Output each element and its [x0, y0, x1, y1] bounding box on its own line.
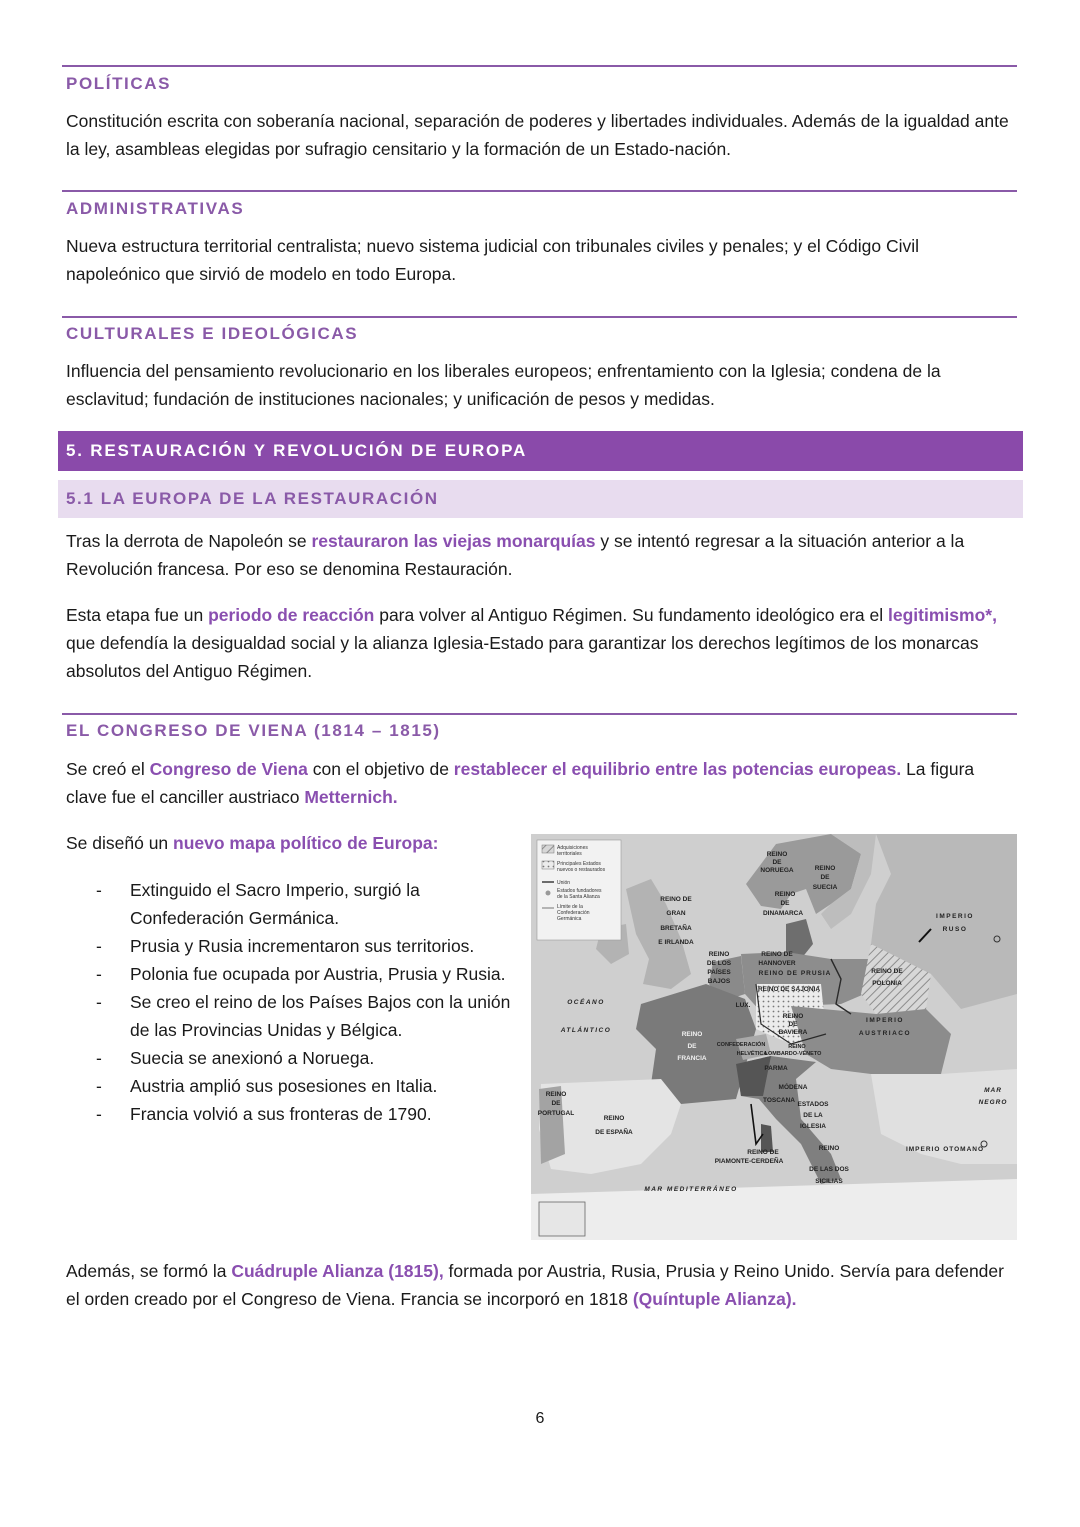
list-item-text: Prusia y Rusia incrementaron sus territorios. — [130, 936, 475, 956]
highlight-text: legitimismo*, — [888, 605, 997, 625]
map-label: MAR — [984, 1087, 1002, 1094]
list-item — [66, 1072, 526, 1100]
map-label: RUSO — [942, 926, 968, 933]
section-divider — [62, 713, 1017, 715]
section-title-administrativas: ADMINISTRATIVAS — [66, 199, 245, 218]
map-legend — [537, 840, 621, 940]
subchapter-title: 5.1 LA EUROPA DE LA RESTAURACIÓN — [66, 489, 439, 508]
map-label: LUX. — [735, 1002, 751, 1009]
map-label: DE — [820, 874, 830, 881]
text-run: y se intentó regresar a la situación anterior a la Revolución francesa. Por eso se denomina Restauración. — [66, 531, 965, 579]
list-item-text: Extinguido el Sacro Imperio, surgió la Confederación Germánica. — [130, 880, 420, 928]
svg-text:Germánica: Germánica — [557, 916, 582, 922]
map-label: IMPERIO — [936, 913, 974, 920]
restauracion-paragraph-1 — [66, 527, 1016, 583]
map-label: REINO DE — [747, 1149, 779, 1156]
chapter-title: 5. RESTAURACIÓN Y REVOLUCIÓN DE EUROPA — [66, 441, 528, 460]
section-title-politicas: POLÍTICAS — [66, 74, 172, 93]
section-divider — [62, 316, 1017, 318]
map-label: DE — [551, 1100, 561, 1107]
text-run: para volver al Antiguo Régimen. Su fundamento ideológico era el — [374, 605, 889, 625]
congreso-paragraph-1 — [66, 755, 1016, 811]
bullet: - — [96, 936, 102, 956]
map-label: DE LOS — [706, 960, 732, 967]
map-label: REINO — [681, 1031, 703, 1038]
map-label: REINO — [818, 1145, 840, 1152]
list-item — [66, 1044, 526, 1072]
map-label: REINO — [545, 1091, 567, 1098]
map-label: REINO DE — [761, 951, 793, 958]
map-label: SICILIAS — [815, 1178, 843, 1185]
text-run: Esta etapa fue un — [66, 605, 209, 625]
svg-text:territoriales: territoriales — [557, 851, 582, 857]
text-run: formada por Austria, Rusia, Prusia y Reino Unido. Servía para defender el orden creado por el Congreso de Viena. Francia se incorporó en 1818 — [66, 1261, 1004, 1309]
map-label: REINO — [782, 1013, 804, 1020]
subchapter-heading — [58, 480, 1023, 518]
restauracion-paragraph-2 — [66, 601, 1016, 685]
map-label: REINO DE — [660, 896, 692, 903]
map-label: REINO — [766, 851, 788, 858]
section-title-congreso: EL CONGRESO DE VIENA (1814 – 1815) — [66, 721, 441, 740]
map-label: REINO DE — [871, 968, 903, 975]
svg-text:Principales Estados: Principales Estados — [557, 861, 601, 867]
highlight-text: Cuádruple Alianza (1815), — [231, 1261, 444, 1281]
list-item-text: Austria amplió sus posesiones en Italia. — [130, 1076, 438, 1096]
text-run: Además, se formó la — [66, 1261, 232, 1281]
map-label: DE — [780, 900, 790, 907]
section-divider — [62, 190, 1017, 192]
section-text-politicas: Constitución escrita con soberanía nacional, separación de poderes y libertades individuales. Además de la igualdad ante la ley, asambleas elegidas por sufragio censitario y la formación de un Estado-nación. — [66, 111, 1009, 159]
svg-text:Adquisiciones: Adquisiciones — [557, 845, 588, 851]
svg-text:Estados fundadores: Estados fundadores — [557, 888, 602, 894]
list-item — [66, 876, 526, 932]
map-label: REINO DE SAJONIA — [757, 986, 821, 993]
text-run: Se diseñó un — [66, 833, 174, 853]
map-label: LOMBARDO-VÉNETO — [764, 1051, 822, 1057]
map-label: IGLESIA — [799, 1123, 827, 1130]
list-item — [66, 932, 526, 960]
map-label: IMPERIO — [866, 1017, 904, 1024]
svg-text:Unión: Unión — [557, 880, 571, 886]
map-label: PORTUGAL — [537, 1110, 575, 1117]
svg-text:nuevos o restaurados: nuevos o restaurados — [557, 867, 606, 873]
congreso-paragraph-3 — [66, 1257, 1016, 1313]
map-label: PARMA — [764, 1065, 788, 1072]
map-label: DE — [772, 859, 782, 866]
map-label: REINO — [603, 1115, 625, 1122]
highlight-text: restablecer el equilibrio entre las potencias europeas. — [453, 759, 902, 779]
bullet: - — [96, 1104, 102, 1124]
map-label: ESTADOS — [797, 1101, 829, 1108]
map-label: REINO — [788, 1044, 806, 1050]
list-item — [66, 988, 526, 1044]
map-label: MÓDENA — [778, 1084, 808, 1091]
highlight-text: nuevo mapa político de Europa: — [173, 833, 439, 853]
map-label: ATLÁNTICO — [560, 1027, 612, 1034]
list-item-text: Polonia fue ocupada por Austria, Prusia y Rusia. — [130, 964, 506, 984]
map-label: NEGRO — [978, 1099, 1008, 1106]
map-label: BAJOS — [707, 978, 731, 985]
svg-text:de la Santa Alianza: de la Santa Alianza — [557, 894, 600, 900]
map-label: REINO DE PRUSIA — [758, 970, 832, 977]
list-item-text: Francia volvió a sus fronteras de 1790. — [130, 1104, 432, 1124]
section-text-culturales: Influencia del pensamiento revolucionario en los liberales europeos; enfrentamiento con la Iglesia; condena de la esclavitud; fundación de instituciones nacionales; y unificación de pesos y medidas. — [66, 361, 941, 409]
map-inset — [539, 1202, 585, 1236]
section-title-culturales: CULTURALES E IDEOLÓGICAS — [66, 324, 359, 343]
svg-text:Límite de la: Límite de la — [557, 904, 583, 910]
map-label: REINO — [708, 951, 730, 958]
highlight-text: Congreso de Viena — [149, 759, 308, 779]
europe-1815-map — [531, 834, 1017, 1240]
list-item — [66, 1100, 526, 1128]
svg-text:Confederación: Confederación — [557, 910, 590, 916]
chapter-heading — [58, 431, 1023, 471]
map-label: CONFEDERACIÓN — [716, 1042, 766, 1048]
map-label: SUECIA — [812, 884, 838, 891]
text-run: Se creó el — [66, 759, 150, 779]
highlight-text: (Quíntuple Alianza). — [632, 1289, 797, 1309]
text-run: con el objetivo de — [307, 759, 454, 779]
map-label: PIAMONTE-CERDEÑA — [714, 1158, 784, 1165]
map-label: DE — [687, 1043, 697, 1050]
page-number: 6 — [535, 1410, 545, 1427]
bullet: - — [96, 880, 102, 900]
text-run: Tras la derrota de Napoleón se — [66, 531, 312, 551]
text-run: La figura clave fue el canciller austriaco — [66, 759, 975, 807]
list-item-text: Suecia se anexionó a Noruega. — [130, 1048, 375, 1068]
map-label: E IRLANDA — [658, 939, 694, 946]
map-label: GRAN — [666, 910, 686, 917]
bullet: - — [96, 1076, 102, 1096]
map-label: DE LA — [803, 1112, 823, 1119]
map-label: HANNOVER — [758, 960, 796, 967]
map-label: BRETAÑA — [660, 925, 692, 932]
map-label: DE ESPAÑA — [595, 1129, 633, 1136]
highlight-text: restauraron las viejas monarquías — [311, 531, 596, 551]
map-label: HELVÉTICA — [736, 1051, 768, 1057]
list-item — [66, 960, 526, 988]
map-label: REINO — [774, 891, 796, 898]
map-label: BAVIERA — [778, 1029, 808, 1036]
map-label: REINO — [814, 865, 836, 872]
map-label: POLONIA — [872, 980, 902, 987]
section-text-administrativas: Nueva estructura territorial centralista; nuevo sistema judicial con tribunales civiles y penales; y el Código Civil napoleónico que sirvió de modelo en todo Europa. — [66, 236, 920, 284]
bullet: - — [96, 964, 102, 984]
bullet: - — [96, 1048, 102, 1068]
map-label: FRANCIA — [677, 1055, 707, 1062]
map-label: OCÉANO — [567, 999, 605, 1006]
list-item-text: Se creo el reino de los Países Bajos con la unión de las Provincias Unidas y Bélgica. — [130, 992, 511, 1040]
map-label: TOSCANA — [762, 1097, 796, 1104]
bullet: - — [96, 992, 102, 1012]
section-divider — [62, 65, 1017, 67]
map-label: MAR MEDITERRÁNEO — [644, 1186, 738, 1193]
map-label: AUSTRIACO — [858, 1030, 912, 1037]
congreso-paragraph-2 — [66, 829, 526, 857]
map-changes-list — [66, 876, 526, 1128]
highlight-text: Metternich. — [304, 787, 398, 807]
map-label: DINAMARCA — [762, 910, 804, 917]
map-label: DE LAS DOS — [809, 1166, 849, 1173]
highlight-text: periodo de reacción — [208, 605, 375, 625]
map-label: NORUEGA — [760, 867, 794, 874]
map-label: PAÍSES — [707, 969, 731, 976]
text-run: que defendía la desigualdad social y la alianza Iglesia-Estado para garantizar los derechos legítimos de los monarcas absolutos del Antiguo Régimen. — [66, 633, 979, 681]
map-label: IMPERIO OTOMANO — [905, 1146, 985, 1153]
map-label: DE — [788, 1021, 798, 1028]
